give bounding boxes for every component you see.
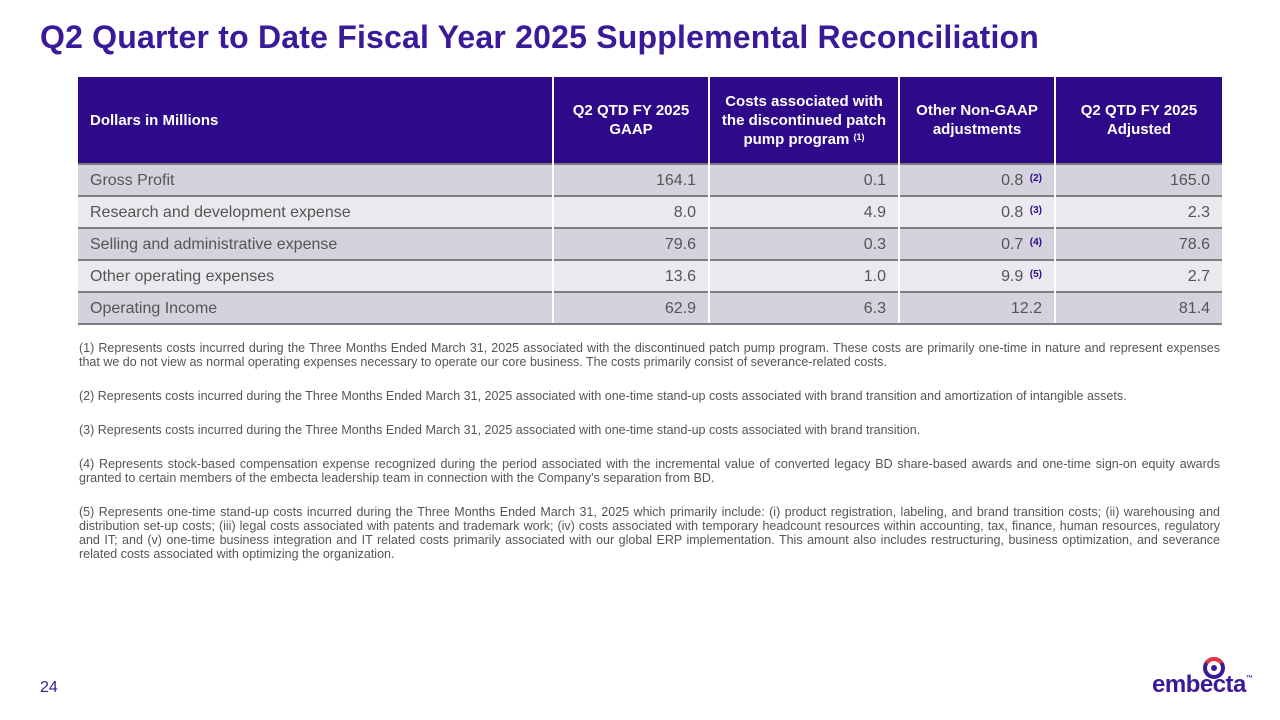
- footnote-5: (5) Represents one-time stand-up costs incurred during the Three Months Ended March 31, 2025 which primarily include: (i) product registration, labeling, and brand transition costs; (ii) warehousing and distribution set-up costs; (iii) legal costs associated with patents and trademark work; (iv) costs associated with temporary headcount resources within accounting, tax, finance, human resources, regulatory and IT; and (v) one-time business integration and IT related costs primarily associated with our global ERP implementation. This amount also includes restructuring, business optimization, and severance related costs associated with optimizing the organization.: [79, 505, 1220, 561]
- cell-adjusted: 165.0: [1055, 164, 1222, 196]
- cell-patch: 0.3: [709, 228, 899, 260]
- table-row: [78, 196, 1222, 228]
- table-row: [78, 260, 1222, 292]
- cell-other: [899, 228, 1055, 260]
- cell-other-value: 0.8: [1001, 171, 1024, 189]
- cell-adjusted: 2.7: [1055, 260, 1222, 292]
- row-label: Research and development expense: [78, 196, 553, 228]
- cell-gaap: 79.6: [553, 228, 709, 260]
- footnote-ref: (4): [1029, 236, 1042, 248]
- header-patch-pump-costs: [709, 77, 899, 164]
- reconciliation-table: [78, 77, 1222, 325]
- cell-gaap: 8.0: [553, 196, 709, 228]
- row-label: Operating Income: [78, 292, 553, 324]
- cell-other: [899, 292, 1055, 324]
- cell-patch: 4.9: [709, 196, 899, 228]
- table-row: [78, 228, 1222, 260]
- table-header-row: [78, 77, 1222, 164]
- cell-gaap: 62.9: [553, 292, 709, 324]
- footnote-1: (1) Represents costs incurred during the Three Months Ended March 31, 2025 associated with the discontinued patch pump program. These costs are primarily one-time in nature and represent expenses that we do not view as normal operating expenses necessary to operate our core business. The costs primarily consist of severance-related costs.: [79, 341, 1220, 369]
- header-footnote-ref: (1): [853, 131, 865, 142]
- cell-other-value: 0.7: [1001, 235, 1024, 253]
- logo-text: embecta: [1152, 671, 1246, 698]
- row-label: Gross Profit: [78, 164, 553, 196]
- row-label: Other operating expenses: [78, 260, 553, 292]
- logo-trademark: ™: [1245, 675, 1253, 682]
- footnote-ref: (5): [1029, 268, 1042, 280]
- cell-other: [899, 260, 1055, 292]
- cell-patch: 0.1: [709, 164, 899, 196]
- logo-wordmark: [1152, 671, 1253, 699]
- header-other-non-gaap: Other Non-GAAP adjustments: [899, 77, 1055, 164]
- page-number: 24: [40, 679, 58, 696]
- footnote-ref: (2): [1029, 172, 1042, 184]
- cell-other-value: 9.9: [1001, 267, 1024, 285]
- cell-other-value: 0.8: [1001, 203, 1024, 221]
- cell-other: [899, 196, 1055, 228]
- header-gaap: Q2 QTD FY 2025 GAAP: [553, 77, 709, 164]
- cell-other: [899, 164, 1055, 196]
- page-title: Q2 Quarter to Date Fiscal Year 2025 Supplemental Reconciliation: [40, 19, 1040, 55]
- footnote-2: (2) Represents costs incurred during the Three Months Ended March 31, 2025 associated with one-time stand-up costs associated with brand transition and amortization of intangible assets.: [79, 389, 1127, 403]
- cell-adjusted: 81.4: [1055, 292, 1222, 324]
- footnote-4: (4) Represents stock-based compensation expense recognized during the period associated with the incremental value of converted legacy BD share-based awards and one-time sign-on equity awards granted to certain members of the embecta leadership team in connection with the Company's separation from BD.: [79, 457, 1220, 485]
- footnote-ref: (3): [1029, 204, 1042, 216]
- cell-gaap: 164.1: [553, 164, 709, 196]
- cell-gaap: 13.6: [553, 260, 709, 292]
- header-dollars-in-millions: Dollars in Millions: [78, 77, 553, 164]
- cell-adjusted: 2.3: [1055, 196, 1222, 228]
- cell-adjusted: 78.6: [1055, 228, 1222, 260]
- row-label: Selling and administrative expense: [78, 228, 553, 260]
- header-adjusted: Q2 QTD FY 2025 Adjusted: [1055, 77, 1222, 164]
- embecta-logo: [1152, 655, 1256, 697]
- table-row: [78, 292, 1222, 324]
- footnote-3: (3) Represents costs incurred during the Three Months Ended March 31, 2025 associated with one-time stand-up costs associated with brand transition.: [79, 423, 921, 437]
- header-patch-pump-label: Costs associated with the discontinued patch pump program: [721, 92, 887, 148]
- footnotes: [79, 341, 1220, 581]
- cell-patch: 1.0: [709, 260, 899, 292]
- table-row: [78, 164, 1222, 196]
- cell-other-value: 12.2: [1010, 299, 1042, 317]
- cell-patch: 6.3: [709, 292, 899, 324]
